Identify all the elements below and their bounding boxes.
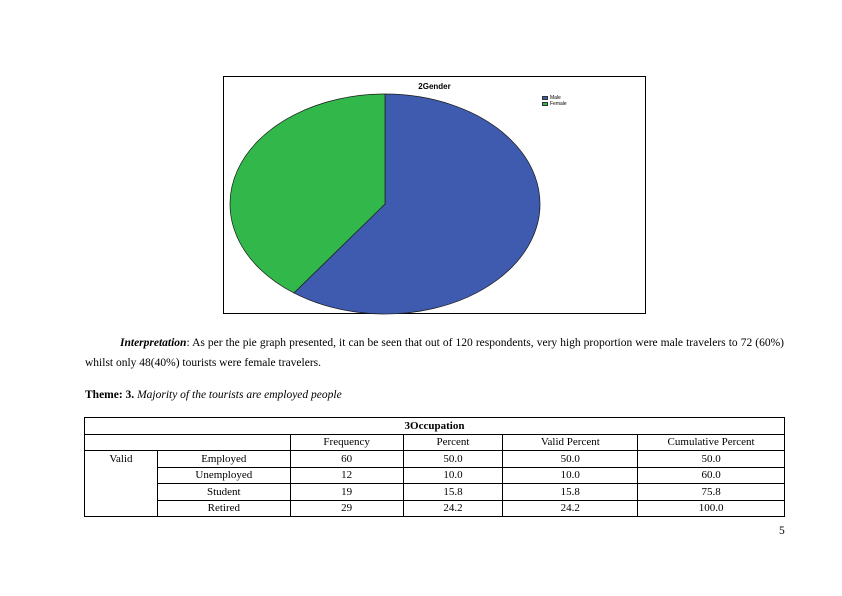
legend-swatch-male: [542, 96, 548, 100]
gender-pie-chart: [223, 76, 646, 314]
row-label: Unemployed: [157, 467, 290, 484]
interpretation-label: Interpretation: [120, 337, 187, 349]
valid-label: Valid: [85, 451, 158, 517]
interpretation-text: : As per the pie graph presented, it can be seen that out of 120 respondents, very high proportion were male travelers to 72 (60%) whilst only 48(40%) tourists were female travelers.: [85, 337, 784, 369]
header-cumulative-percent: Cumulative Percent: [638, 434, 785, 451]
table-row: [85, 467, 785, 484]
row-label: Student: [157, 484, 290, 501]
legend-label-male: Male: [550, 95, 561, 101]
row-label: Retired: [157, 500, 290, 517]
theme-label: Theme: 3.: [85, 389, 135, 401]
table-title-row: [85, 418, 785, 435]
cell-valid-percent: 10.0: [503, 467, 638, 484]
cell-cumulative: 100.0: [638, 500, 785, 517]
header-blank: [85, 434, 291, 451]
cell-frequency: 19: [290, 484, 403, 501]
cell-cumulative: 75.8: [638, 484, 785, 501]
chart-title: 2Gender: [418, 82, 451, 91]
cell-cumulative: 50.0: [638, 451, 785, 468]
interpretation-paragraph: [85, 333, 784, 373]
table-header-row: [85, 434, 785, 451]
cell-percent: 50.0: [403, 451, 503, 468]
legend-label-female: Female: [550, 101, 567, 107]
header-frequency: Frequency: [290, 434, 403, 451]
cell-valid-percent: 24.2: [503, 500, 638, 517]
header-percent: Percent: [403, 434, 503, 451]
cell-frequency: 29: [290, 500, 403, 517]
table-title: 3Occupation: [85, 418, 785, 435]
chart-legend: [542, 95, 567, 107]
cell-valid-percent: 50.0: [503, 451, 638, 468]
legend-item-female: [542, 101, 567, 107]
cell-frequency: 12: [290, 467, 403, 484]
pie-svg: [224, 77, 647, 315]
occupation-table: [84, 417, 785, 517]
row-label: Employed: [157, 451, 290, 468]
theme-heading: [85, 389, 342, 401]
cell-percent: 10.0: [403, 467, 503, 484]
cell-percent: 15.8: [403, 484, 503, 501]
page-number: 5: [779, 525, 785, 537]
theme-text: Majority of the tourists are employed people: [137, 389, 342, 401]
legend-swatch-female: [542, 102, 548, 106]
cell-frequency: 60: [290, 451, 403, 468]
cell-percent: 24.2: [403, 500, 503, 517]
cell-valid-percent: 15.8: [503, 484, 638, 501]
cell-cumulative: 60.0: [638, 467, 785, 484]
table-row: [85, 451, 785, 468]
header-valid-percent: Valid Percent: [503, 434, 638, 451]
table-row: [85, 484, 785, 501]
table-row: [85, 500, 785, 517]
